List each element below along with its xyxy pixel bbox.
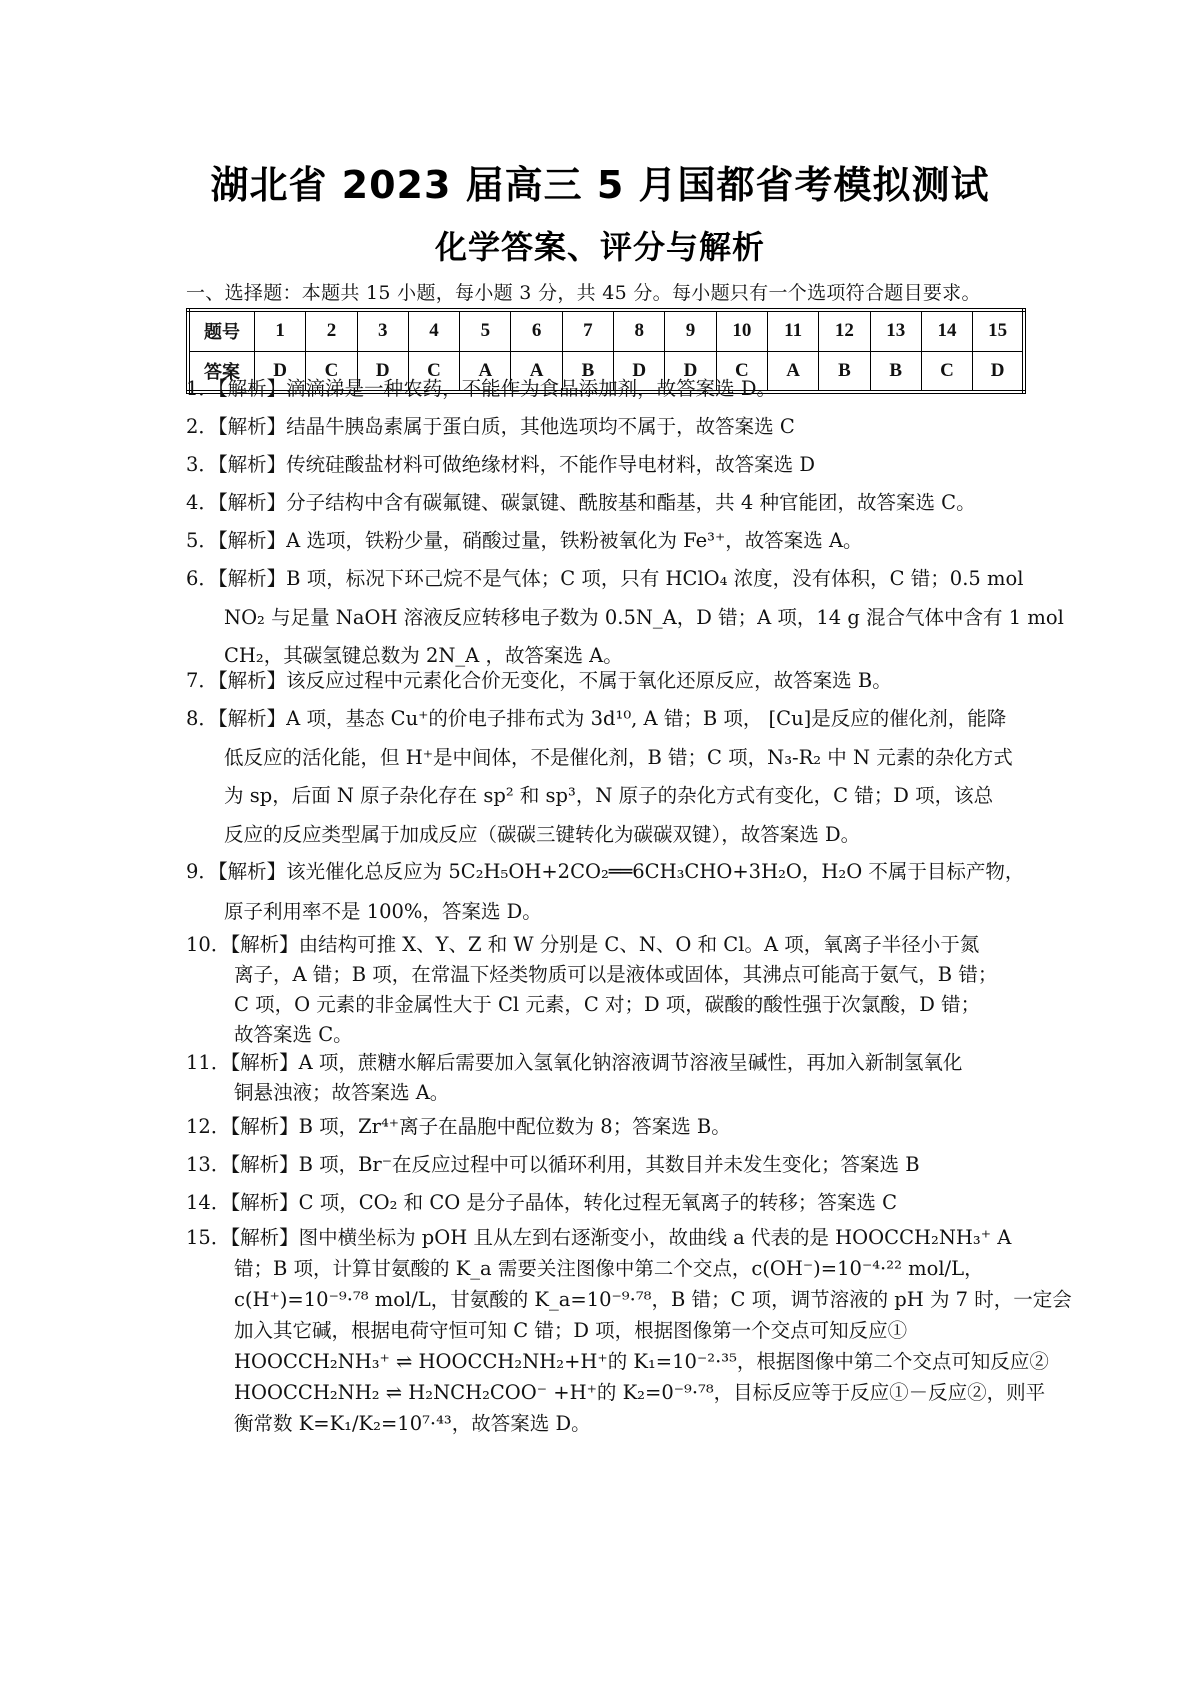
explanation-line xyxy=(186,930,1032,960)
explanation-line xyxy=(186,408,1032,447)
explanation-line: 离子，A 错；B 项，在常温下烃类物质可以是液体或固体，其沸点可能高于氨气，B 错； xyxy=(234,963,998,986)
question-number-cell: 15 xyxy=(973,310,1024,351)
explanation-line: 原子利用率不是 100%，答案选 D。 xyxy=(224,900,542,923)
explanation-line xyxy=(186,1222,1032,1253)
question-number-cell: 11 xyxy=(767,310,818,351)
explanation-line: c(H⁺)=10⁻⁹·⁷⁸ mol/L，甘氨酸的 K_a=10⁻⁹·⁷⁸，B 错；C 项，调节溶液的 pH 为 7 时，一定会 xyxy=(234,1288,1072,1311)
explanation-line: 铜悬浊液；故答案选 A。 xyxy=(234,1081,450,1104)
explanation-line: 衡常数 K=K₁/K₂=10⁷·⁴³，故答案选 D。 xyxy=(234,1412,591,1435)
explanation-line xyxy=(186,484,1032,523)
answer-cell: B xyxy=(870,351,921,392)
explanation-line: HOOCCH₂NH₂ ⇌ H₂NCH₂COO⁻ +H⁺的 K₂=0⁻⁹·⁷⁸，目标反应等于反应①－反应②，则平 xyxy=(234,1381,1046,1404)
explanation-number: 12． xyxy=(186,1115,231,1138)
question-number-cell: 5 xyxy=(460,310,511,351)
question-number-cell: 2 xyxy=(306,310,357,351)
explanation-line xyxy=(186,662,1032,701)
answer-cell: C xyxy=(921,351,972,392)
page-subtitle: 化学答案、评分与解析 xyxy=(434,228,765,266)
question-number-cell: 13 xyxy=(870,310,921,351)
explanation-line: 错；B 项，计算甘氨酸的 K_a 需要关注图像中第二个交点，c(OH⁻)=10⁻⁴·²² mol/L， xyxy=(234,1257,984,1280)
explanation-text: 【解析】C 项，CO₂ 和 CO 是分子晶体，转化过程无氧离子的转移；答案选 C xyxy=(230,1191,898,1214)
page-title: 湖北省 2023 届高三 5 月国都省考模拟测试 xyxy=(210,163,990,207)
explanation-text: 【解析】A 项，基态 Cu⁺的价电子排布式为 3d¹⁰, A 错；B 项， [Cu]是反应的催化剂，能降 xyxy=(217,707,1007,730)
explanation-item xyxy=(186,700,1032,854)
question-number-cell: 9 xyxy=(665,310,716,351)
question-number-cell: 6 xyxy=(511,310,562,351)
explanation-line xyxy=(186,560,1032,599)
explanation-item xyxy=(186,1048,1032,1108)
explanation-number: 14． xyxy=(186,1191,231,1214)
explanation-item xyxy=(186,370,1032,409)
explanation-line xyxy=(186,1184,1032,1223)
question-number-cell: 4 xyxy=(408,310,459,351)
answer-cell: A xyxy=(460,351,511,392)
explanation-line: 低反应的活化能，但 H⁺是中间体，不是催化剂，B 错；C 项，N₃-R₂ 中 N 元素的杂化方式 xyxy=(224,745,1013,769)
explanation-item xyxy=(186,1108,1032,1147)
explanation-number: 9． xyxy=(186,860,218,883)
answer-cell: B xyxy=(562,351,613,392)
answer-cell: D xyxy=(255,351,306,392)
explanation-number: 10． xyxy=(186,933,231,956)
explanation-text: 【解析】A 项，蔗糖水解后需要加入氢氧化钠溶液调节溶液呈碱性，再加入新制氢氧化 xyxy=(230,1051,963,1074)
explanation-number: 1． xyxy=(186,377,218,400)
explanation-text: 【解析】A 选项，铁粉少量，硝酸过量，铁粉被氧化为 Fe³⁺，故答案选 A。 xyxy=(217,529,863,552)
explanation-number: 7． xyxy=(186,669,218,692)
explanation-line: NO₂ 与足量 NaOH 溶液反应转移电子数为 0.5N_A，D 错；A 项，14 g 混合气体中含有 1 mol xyxy=(224,605,1064,629)
explanation-item xyxy=(186,930,1032,1050)
answer-cell: A xyxy=(511,351,562,392)
explanation-line: 为 sp，后面 N 原子杂化存在 sp² 和 sp³，N 原子的杂化方式有变化，C 错；D 项，该总 xyxy=(224,784,994,807)
answer-cell: D xyxy=(973,351,1024,392)
answer-cell: D xyxy=(614,351,665,392)
answer-cell: C xyxy=(408,351,459,392)
explanation-line xyxy=(186,446,1032,485)
explanation-text: 【解析】分子结构中含有碳氟键、碳氯键、酰胺基和酯基，共 4 种官能团，故答案选 C。 xyxy=(217,491,976,514)
explanation-number: 6． xyxy=(186,567,218,590)
explanation-line xyxy=(186,1048,1032,1078)
explanation-text: 【解析】B 项，Zr⁴⁺离子在晶胞中配位数为 8；答案选 B。 xyxy=(230,1115,731,1138)
answer-cell: A xyxy=(767,351,818,392)
explanation-line: CH₂，其碳氢键总数为 2N_A ，故答案选 A。 xyxy=(224,644,623,667)
explanation-text: 【解析】图中横坐标为 pOH 且从左到右逐渐变小，故曲线 a 代表的是 HOOCCH₂NH₃⁺ A xyxy=(230,1226,1012,1249)
explanation-item xyxy=(186,408,1032,447)
explanation-text: 【解析】由结构可推 X、Y、Z 和 W 分别是 C、N、O 和 Cl。A 项，氧离子半径小于氮 xyxy=(230,933,980,956)
answer-cell: D xyxy=(357,351,408,392)
explanation-line xyxy=(186,522,1032,561)
explanation-line xyxy=(186,1146,1032,1185)
explanation-line: HOOCCH₂NH₃⁺ ⇌ HOOCCH₂NH₂+H⁺的 K₁=10⁻²·³⁵，根据图像中第二个交点可知反应② xyxy=(234,1350,1049,1373)
explanation-text: 【解析】该光催化总反应为 5C₂H₅OH+2CO₂══6CH₃CHO+3H₂O，H₂O 不属于目标产物， xyxy=(217,860,1025,883)
explanation-text: 【解析】B 项，标况下环己烷不是气体；C 项，只有 HClO₄ 浓度，没有体积，C 错；0.5 mol xyxy=(217,567,1024,590)
question-number-cell: 1 xyxy=(255,310,306,351)
question-number-cell: 12 xyxy=(819,310,870,351)
explanation-item xyxy=(186,1222,1072,1439)
explanation-line xyxy=(186,370,1032,409)
question-number-cell: 7 xyxy=(562,310,613,351)
explanation-text: 【解析】结晶牛胰岛素属于蛋白质，其他选项均不属于，故答案选 C xyxy=(217,415,795,438)
explanation-item xyxy=(186,1184,1032,1223)
question-number-cell: 14 xyxy=(921,310,972,351)
question-number-cell: 10 xyxy=(716,310,767,351)
explanation-number: 15． xyxy=(186,1226,231,1249)
question-number-cell: 3 xyxy=(357,310,408,351)
explanation-line xyxy=(186,1108,1032,1147)
table-row-numbers xyxy=(188,310,1024,351)
explanation-number: 3． xyxy=(186,453,218,476)
explanation-number: 13． xyxy=(186,1153,231,1176)
explanation-number: 4． xyxy=(186,491,218,514)
explanation-number: 8． xyxy=(186,707,218,730)
answer-cell: C xyxy=(716,351,767,392)
explanation-item xyxy=(186,1146,1032,1185)
explanation-line: C 项，O 元素的非金属性大于 Cl 元素，C 对；D 项，碳酸的酸性强于次氯酸，D 错； xyxy=(234,993,981,1016)
question-number-cell: 8 xyxy=(614,310,665,351)
explanation-line xyxy=(186,700,1032,739)
explanation-line: 反应的反应类型属于加成反应（碳碳三键转化为碳碳双键），故答案选 D。 xyxy=(224,822,861,846)
answer-cell: D xyxy=(665,351,716,392)
explanation-line: 故答案选 C。 xyxy=(234,1023,353,1046)
explanation-number: 2． xyxy=(186,415,218,438)
explanation-line xyxy=(186,852,1032,892)
explanation-text: 【解析】传统硅酸盐材料可做绝缘材料，不能作导电材料，故答案选 D xyxy=(217,453,816,476)
explanation-text: 【解析】滴滴涕是一种农药，不能作为食品添加剂，故答案选 D。 xyxy=(217,377,777,400)
answer-cell: B xyxy=(819,351,870,392)
answer-cell: C xyxy=(306,351,357,392)
section-heading: 一、选择题：本题共 15 小题，每小题 3 分，共 45 分。每小题只有一个选项符合题目要求。 xyxy=(186,282,981,304)
row-label-answer: 答案 xyxy=(188,351,255,392)
explanation-item xyxy=(186,522,1032,561)
explanation-item xyxy=(186,484,1032,523)
explanation-item xyxy=(186,852,1032,932)
explanation-line: 加入其它碱，根据电荷守恒可知 C 错；D 项，根据图像第一个交点可知反应① xyxy=(234,1319,908,1342)
row-label-number: 题号 xyxy=(188,310,255,351)
explanation-item xyxy=(186,560,1064,676)
explanation-item xyxy=(186,662,1032,701)
explanation-item xyxy=(186,446,1032,485)
explanation-number: 5． xyxy=(186,529,218,552)
explanation-number: 11． xyxy=(186,1051,231,1074)
explanation-text: 【解析】该反应过程中元素化合价无变化，不属于氧化还原反应，故答案选 B。 xyxy=(217,669,892,692)
explanation-text: 【解析】B 项，Br⁻在反应过程中可以循环利用，其数目并未发生变化；答案选 B xyxy=(230,1153,920,1176)
